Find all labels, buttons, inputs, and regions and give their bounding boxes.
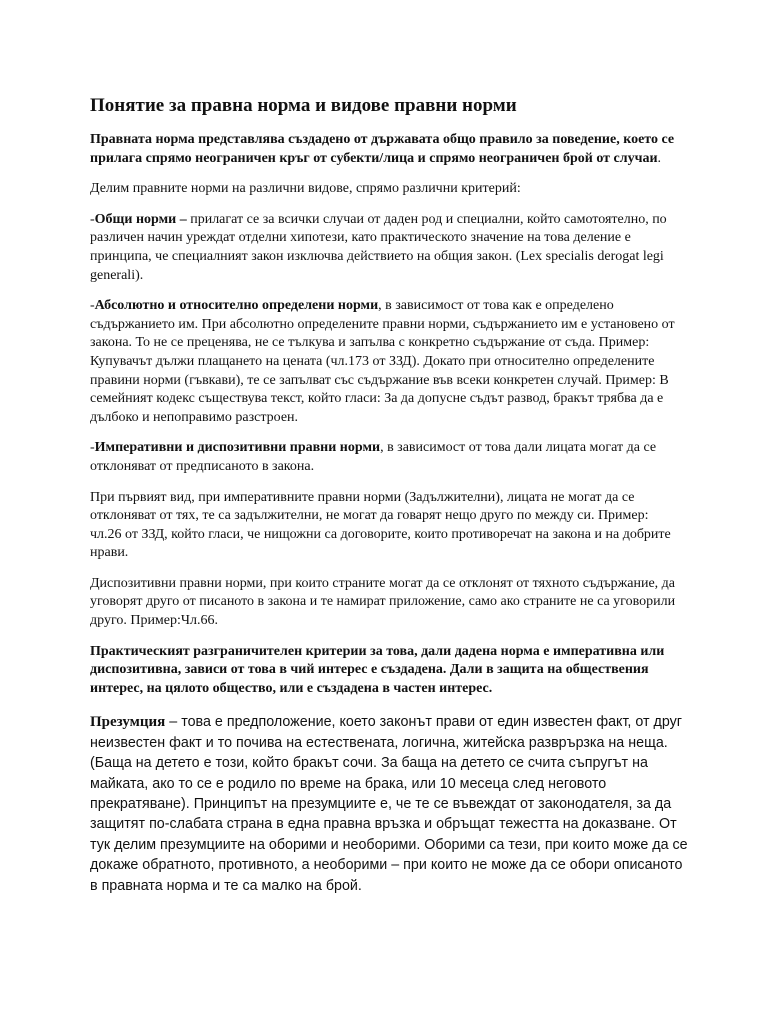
general-norms-text: прилагат се за всички случаи от даден род и специални, който самотоятелно, по различен начин уреждат отделни хипотези, като практическото значение на това деление е принципа, че специалният закон изключва действието на общия закон. (Lex specialis derogat legi generali). [90, 211, 667, 283]
imperative-detail-paragraph: При първият вид, при императивните правни норми (Задължителни), лицата не могат да се отклоняват от тях, те са задължителни, не могат да говарят нещо друго по между си. Пример: чл.26 от ЗЗД, който гласи, че нищожни са договорите, които противоречат на закона и на добрите нрави. [90, 489, 671, 561]
dispositive-detail-paragraph: Диспозитивни правни норми, при които страните могат да се отклонят от тяхното съдържание, да уговорят друго от писаното в закона и те намират приложение, само ако страните не са уговорили друго. Пример:Чл.66. [90, 575, 676, 629]
definition-bold-text: Правната норма представлява създадено от държавата общо правило за поведение, което се прилага спрямо неограничен кръг от субекти/лица и спрямо неограничен брой от случаи [90, 132, 675, 166]
imperative-norms-term: Императивни и диспозитивни правни норми [94, 440, 381, 456]
absolute-norms-text: , в зависимост от това как е определено съдържанието им. При абсолютно определените правни норми, съдържанието им е установено от закона. То не се преценява, не се тълкува и запълва с конкретно съдържание от съда. Пример: Купувачът дължи плащането на цената (чл.173 от ЗЗД). Докато при относително определените правини норми (гъвкави), те се запълват със съдържание във всеки конкретен случай. Пример: В семейният кодекс съществува текст, който гласи: За да допусне съдът развод, бракът трябва да е дълбоко и непоправимо разстроен. [90, 298, 675, 425]
absolute-norms-term: Абсолютно и относително определени норми [94, 298, 379, 314]
criterion-bold-text: Практическият разграничителен критерии за това, дали дадена норма е императивна или диспозитивна, зависи от това в чий интерес е създадена. Дали в защита на обществения интерес, на цялото общество, или е създадена в частен интерес. [90, 643, 665, 696]
definition-end: . [657, 150, 662, 166]
imperative-norms-text: , в зависимост от това дали лицата могат да се отклоняват от предписаното в закона. [90, 440, 657, 474]
imperative-norms-paragraph [90, 439, 682, 476]
absolute-norms-dash: - [90, 298, 95, 314]
presumption-paragraph [90, 712, 688, 896]
document-title: Понятие за правна норма и видове правни норми [90, 95, 517, 116]
document-page [90, 92, 688, 908]
definition-paragraph [90, 131, 682, 168]
general-norms-paragraph [90, 211, 682, 285]
general-norms-dash: - [90, 211, 95, 227]
intro-paragraph: Делим правните норми на различни видове, спрямо различни критерий: [90, 181, 521, 197]
general-norms-term: Общи норми – [94, 211, 187, 227]
criterion-paragraph [90, 643, 682, 699]
imperative-norms-dash: - [90, 440, 95, 456]
absolute-norms-paragraph [90, 297, 682, 427]
presumption-term: Презумция [90, 714, 166, 731]
presumption-text: – това е предположение, което законът прави от един известен факт, от друг неизвестен факт и то почива на естествената, логична, житейска разврързка на неща. (Баща на детето е този, който бракът сочи. За баща на детето се счита съпругът на майката, ако то се е родило по време на брака, или 10 месеца след неговото прекратяване). Принципът на презумциите е, че те се въвеждат от законодателя, за да защитят по-слабата страна в една правна връзка и обръщат тежестта на доказване. От тук делим презумциите на оборими и необорими. Оборими са тези, при които може да се докаже обратното, противното, а необорими – при които не може да се обори описаното в правната норма и те са малко на брой. [90, 714, 688, 894]
